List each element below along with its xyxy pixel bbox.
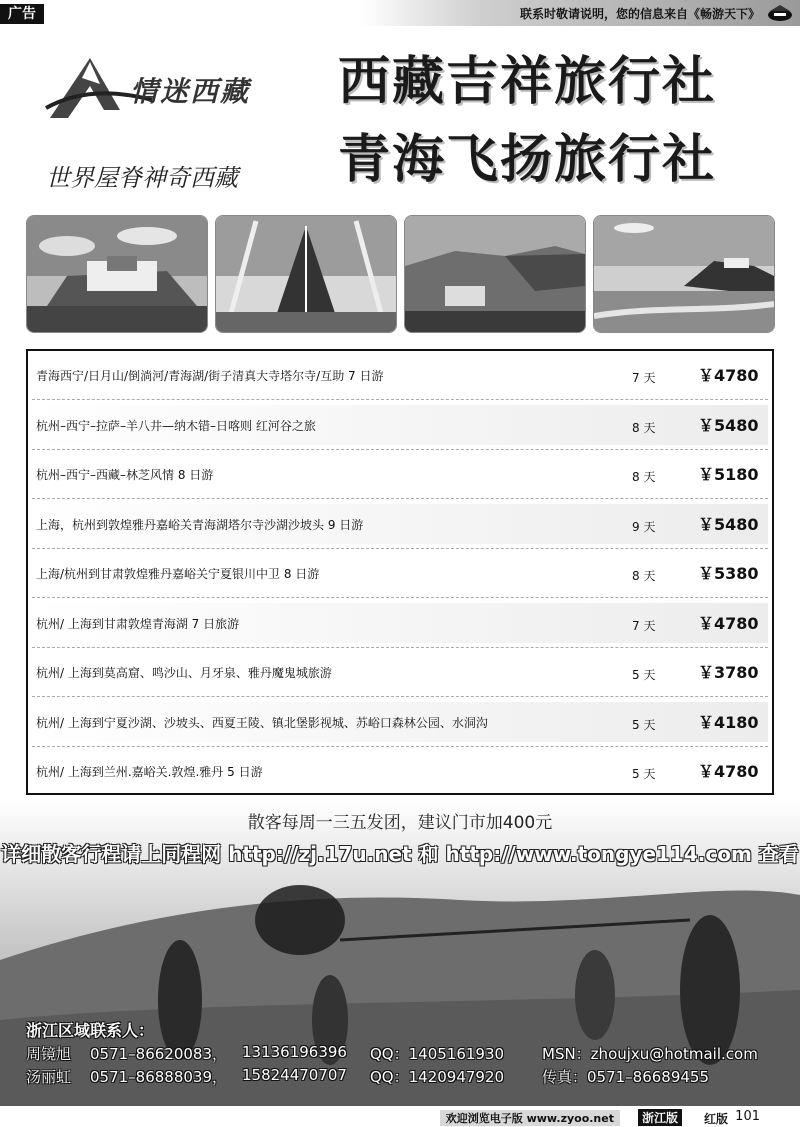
- contact-name: 汤丽虹: [26, 1068, 72, 1086]
- tour-row: [32, 454, 768, 494]
- tour-price: ￥5380: [698, 564, 759, 583]
- agency-title-2: 青海飞扬旅行社: [338, 130, 717, 190]
- row-divider: [32, 696, 768, 697]
- canyon-village-photo: [404, 215, 586, 333]
- magazine-logo-icon: [766, 3, 794, 23]
- tour-table: [26, 349, 774, 795]
- row-divider: [32, 548, 768, 549]
- tour-route: 杭州–西宁–拉萨–羊八井—纳木错–日喀则 红河谷之旅: [36, 418, 316, 433]
- tour-price: ￥5480: [698, 415, 759, 435]
- contact-qq: QQ：1405161930: [370, 1045, 505, 1063]
- tour-row: [32, 751, 768, 791]
- tour-days: 8 天: [632, 569, 656, 583]
- photo-strip: [26, 215, 774, 333]
- agency-title-1: 西藏吉祥旅行社: [338, 52, 717, 112]
- tour-row: [32, 405, 768, 445]
- slogan: 世界屋脊神奇西藏: [46, 164, 238, 192]
- lake-hill-photo: [593, 215, 775, 333]
- tour-days: 5 天: [632, 717, 656, 732]
- tour-price: ￥4180: [698, 712, 759, 732]
- contact-qq: QQ：1420947920: [370, 1068, 505, 1086]
- contact-phone: 0571–86620083，: [90, 1045, 228, 1063]
- footer: [0, 1108, 800, 1126]
- tour-row: [32, 355, 768, 395]
- source-notice: 联系时敬请说明，您的信息来自《畅游天下》: [519, 7, 760, 21]
- contact-row: [26, 1066, 786, 1088]
- row-divider: [32, 597, 768, 598]
- tour-route: 青海西宁/日月山/倒淌河/青海湖/街子清真大寺塔尔寺/互助 7 日游: [36, 369, 384, 383]
- tour-route: 杭州/ 上海到甘肃敦煌青海湖 7 日旅游: [36, 616, 240, 631]
- prayer-flags-photo: [215, 215, 397, 333]
- contact-phone: 0571–86888039，: [90, 1068, 228, 1086]
- tour-row: [32, 702, 768, 742]
- tour-price: ￥3780: [698, 663, 759, 682]
- tour-days: 7 天: [632, 371, 656, 385]
- tour-row: [32, 603, 768, 643]
- tour-days: 7 天: [632, 618, 656, 633]
- tour-days: 8 天: [632, 470, 656, 484]
- contact-fax: 传真：0571–86689455: [542, 1068, 710, 1086]
- row-divider: [32, 746, 768, 747]
- tour-price: ￥5480: [698, 514, 759, 534]
- footer-edition: 浙江版: [638, 1109, 682, 1126]
- tour-row: [32, 504, 768, 544]
- tour-row: [32, 652, 768, 692]
- tour-route: 杭州/ 上海到莫高窟、鸣沙山、月牙泉、雅丹魔鬼城旅游: [36, 666, 332, 680]
- ad-tag: 广告: [0, 4, 44, 24]
- header-bar: [0, 0, 800, 26]
- tour-price: ￥4780: [698, 613, 759, 633]
- tour-route: 杭州–西宁–西藏–林芝风情 8 日游: [36, 468, 214, 482]
- tour-days: 5 天: [632, 668, 656, 682]
- website-links: 详细散客行程请上同程网 http://zj.17u.net 和 http://www.tongye114.com 查看: [1, 842, 799, 866]
- tour-price: ￥4780: [698, 762, 759, 781]
- tour-route: 上海，杭州到敦煌雅丹嘉峪关青海湖塔尔寺沙湖沙坡头 9 日游: [36, 517, 364, 532]
- contact-name: 周镜旭: [26, 1045, 72, 1063]
- contact-mobile: 15824470707: [242, 1066, 347, 1084]
- tour-route: 上海/杭州到甘肃敦煌雅丹嘉峪关宁夏银川中卫 8 日游: [36, 567, 320, 581]
- tour-days: 9 天: [632, 519, 656, 534]
- contact-msn: MSN：zhoujxu@hotmail.com: [542, 1045, 758, 1063]
- footer-color-edition: 红版: [703, 1112, 728, 1126]
- row-divider: [32, 498, 768, 499]
- row-divider: [32, 449, 768, 450]
- tour-route: 杭州/ 上海到宁夏沙湖、沙坡头、西夏王陵、镇北堡影视城、苏峪口森林公园、水洞沟: [36, 715, 488, 730]
- tour-price: ￥5180: [698, 465, 759, 484]
- logo-text: 情迷西藏: [130, 75, 251, 108]
- tour-row: [32, 553, 768, 593]
- contact-row: [26, 1043, 786, 1065]
- contacts-title: 浙江区域联系人：: [26, 1021, 155, 1040]
- footer-site: 欢迎浏览电子版 www.zyoo.net: [440, 1110, 620, 1126]
- tour-price: ￥4780: [698, 366, 759, 385]
- row-divider: [32, 647, 768, 648]
- tour-days: 5 天: [632, 767, 656, 781]
- schedule-note: 散客每周一三五发团，建议门市加400元: [247, 813, 553, 833]
- page-number: 101: [735, 1109, 760, 1124]
- potala-palace-photo: [26, 215, 208, 333]
- contact-mobile: 13136196396: [242, 1043, 347, 1061]
- tour-route: 杭州/ 上海到兰州.嘉峪关.敦煌.雅丹 5 日游: [36, 765, 263, 779]
- tour-days: 8 天: [632, 420, 656, 435]
- row-divider: [32, 399, 768, 400]
